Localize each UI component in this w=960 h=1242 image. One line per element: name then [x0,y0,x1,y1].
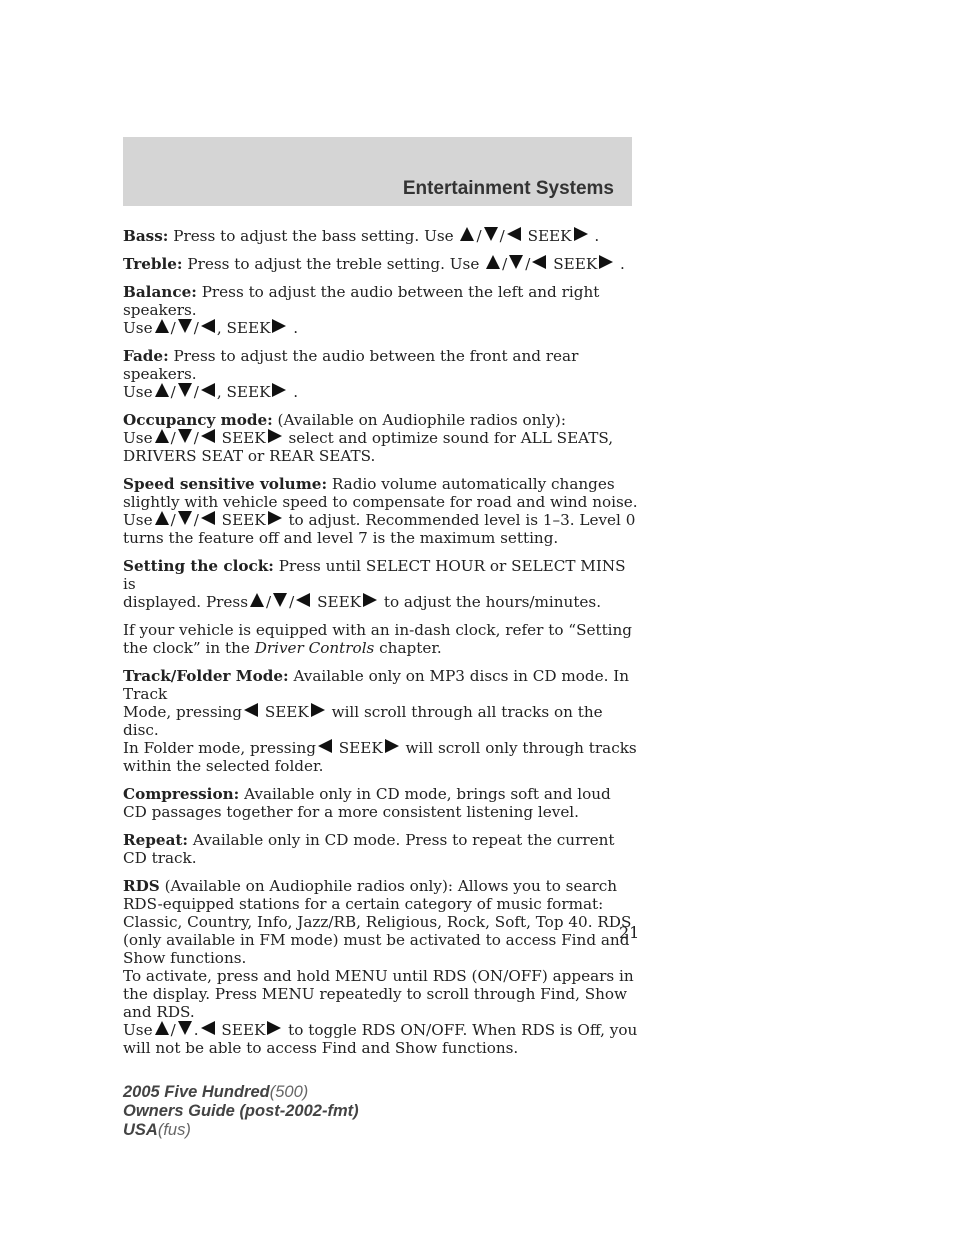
arrow-left-icon [507,227,521,241]
treble-item [123,255,638,273]
punctuation: , [216,383,222,401]
separator: / [499,227,505,245]
arrow-up-icon [250,593,264,607]
term: Occupancy mode: [123,411,273,429]
section-title: Entertainment Systems [402,178,614,199]
use-label: Use [123,319,153,337]
rds-controls [123,1021,638,1039]
balance-controls [123,319,638,337]
punctuation: . [293,319,299,337]
description: to adjust. Recommended level is 1–3. Level 0 [288,511,636,529]
term: Balance: [123,283,197,301]
compression-item [123,785,638,821]
separator: / [266,593,272,611]
control-sequence [316,739,401,757]
arrow-down-icon [484,227,498,241]
arrow-right-icon [272,319,286,333]
description: displayed. Press [123,593,249,611]
arrow-right-icon [268,429,282,443]
term: Bass: [123,227,169,245]
footer [123,1083,359,1140]
control-sequence [153,383,299,401]
rds-line-last: will not be able to access Find and Show functions. [123,1039,519,1057]
track-line3 [123,739,638,757]
description: Press until SELECT HOUR or SELECT MINS is [123,557,626,593]
arrow-left-icon [201,383,215,397]
arrow-up-icon [486,255,500,269]
control-sequence [248,593,379,611]
chapter-reference: Driver Controls [254,639,375,657]
footer-line-2: Owners Guide (post-2002-fmt) [123,1102,359,1120]
punctuation: . [594,227,600,245]
control-sequence [458,227,599,245]
arrow-up-icon [155,429,169,443]
arrow-left-icon [201,1021,215,1035]
separator: / [476,227,482,245]
footer-code: (fus) [157,1121,191,1139]
punctuation: . [293,383,299,401]
seek-label: SEEK [264,703,309,721]
control-sequence [484,255,625,273]
description: (Available on Audiophile radios only): Allows you to search RDS-equipped stations for a certain category of music format: Classic, Country, Info, Jazz/RB, Religious, Rock, Soft, Top 40. RDS (only available in FM mode) must be activated to access Find and Show functions. [123,877,632,967]
term: Speed sensitive volume: [123,475,328,493]
seek-label: SEEK [226,383,271,401]
separator: / [193,511,199,529]
seek-label: SEEK [226,319,271,337]
punctuation: , [216,319,222,337]
arrow-down-icon [178,319,192,333]
use-label: Use [123,383,153,401]
balance-item [123,283,638,319]
arrow-right-icon [272,383,286,397]
clock-controls [123,593,638,611]
description: Mode, pressing [123,703,242,721]
description: Available only in CD mode. Press to repeat the current CD track. [123,831,615,867]
occupancy-item [123,411,638,429]
arrow-left-icon [201,429,215,443]
arrow-left-icon [532,255,546,269]
use-label: Use [123,511,153,529]
arrow-down-icon [178,429,192,443]
speed-item [123,475,638,511]
term: Fade: [123,347,169,365]
punctuation: . [620,255,625,273]
arrow-down-icon [273,593,287,607]
control-sequence [153,1021,284,1039]
speed-line2: turns the feature off and level 7 is the maximum setting. [123,529,559,547]
separator: / [170,383,176,401]
separator: / [193,429,199,447]
arrow-up-icon [155,1021,169,1035]
arrow-down-icon [178,511,192,525]
term: Repeat: [123,831,189,849]
arrow-left-icon [201,319,215,333]
track-item [123,667,638,703]
description: Press to adjust the treble setting. Use [187,255,480,273]
term: Track/Folder Mode: [123,667,289,685]
arrow-up-icon [460,227,474,241]
description: Press to adjust the bass setting. Use [173,227,454,245]
description: Press to adjust the audio between the front and rear speakers. [123,347,579,383]
rds-activation: To activate, press and hold MENU until RDS (ON/OFF) appears in the display. Press MENU repeatedly to scroll through Find, Show and RDS. [123,967,634,1021]
arrow-up-icon [155,511,169,525]
clock-item [123,557,638,593]
control-sequence [153,511,284,529]
footer-line-1 [123,1083,359,1102]
seek-label: SEEK [221,429,266,447]
arrow-down-icon [509,255,523,269]
arrow-down-icon [178,1021,192,1035]
separator: / [170,429,176,447]
separator: / [289,593,295,611]
control-sequence [153,319,299,337]
rds-item [123,877,638,967]
separator: / [193,383,199,401]
seek-label: SEEK [221,1021,266,1039]
seek-label: SEEK [527,227,572,245]
arrow-right-icon [267,1021,281,1035]
fade-item [123,347,638,383]
footer-code: (500) [269,1083,309,1101]
fade-controls [123,383,638,401]
arrow-left-icon [244,703,258,717]
separator: / [193,319,199,337]
control-sequence [153,429,284,447]
bass-item [123,227,638,245]
separator: / [525,255,531,273]
speed-controls [123,511,638,529]
description: will scroll only through tracks [405,739,637,757]
track-line2 [123,703,638,739]
header-band [123,137,632,206]
use-label: Use [123,429,153,447]
arrow-right-icon [311,703,325,717]
separator: / [502,255,508,273]
use-label: Use [123,1021,153,1039]
arrow-right-icon [574,227,588,241]
description: (Available on Audiophile radios only): [277,411,566,429]
arrow-right-icon [599,255,613,269]
page-number: 21 [619,923,640,942]
occupancy-controls [123,429,638,447]
term: Setting the clock: [123,557,274,575]
footer-text: USA [123,1121,158,1139]
description: chapter. [379,639,442,657]
seek-label: SEEK [338,739,383,757]
content [123,227,638,1067]
description: Available only in CD mode, brings soft and loud CD passages together for a more consistent listening level. [123,785,611,821]
footer-line-3 [123,1121,359,1140]
arrow-left-icon [201,511,215,525]
footer-text: 2005 Five Hundred [123,1083,270,1101]
arrow-right-icon [385,739,399,753]
separator: / [170,1021,176,1039]
control-sequence [242,703,327,721]
occupancy-line2: DRIVERS SEAT or REAR SEATS. [123,447,376,465]
arrow-left-icon [318,739,332,753]
term: Compression: [123,785,240,803]
arrow-left-icon [296,593,310,607]
description: to adjust the hours/minutes. [383,593,602,611]
arrow-right-icon [363,593,377,607]
arrow-right-icon [268,511,282,525]
seek-label: SEEK [317,593,362,611]
arrow-up-icon [155,383,169,397]
separator: / [170,511,176,529]
description: Press to adjust the audio between the left and right speakers. [123,283,600,319]
term: Treble: [123,255,183,273]
track-line4: within the selected folder. [123,757,324,775]
arrow-up-icon [155,319,169,333]
term: RDS [123,877,160,895]
description: Available only on MP3 discs in CD mode. In Track [123,667,630,703]
description: to toggle RDS ON/OFF. When RDS is Off, you [288,1021,638,1039]
seek-label: SEEK [553,255,598,273]
repeat-item [123,831,638,867]
description: will scroll through all tracks on the disc. [123,703,603,739]
seek-label: SEEK [221,511,266,529]
arrow-down-icon [178,383,192,397]
description: Radio volume automatically changes slightly with vehicle speed to compensate for road and wind noise. [123,475,638,511]
description: In Folder mode, pressing [123,739,316,757]
description: select and optimize sound for ALL SEATS, [288,429,614,447]
separator: / [170,319,176,337]
indash-note [123,621,638,657]
separator: . [193,1021,199,1039]
description: If your vehicle is equipped with an in-dash clock, refer to “Setting the clock” in the [123,621,633,657]
